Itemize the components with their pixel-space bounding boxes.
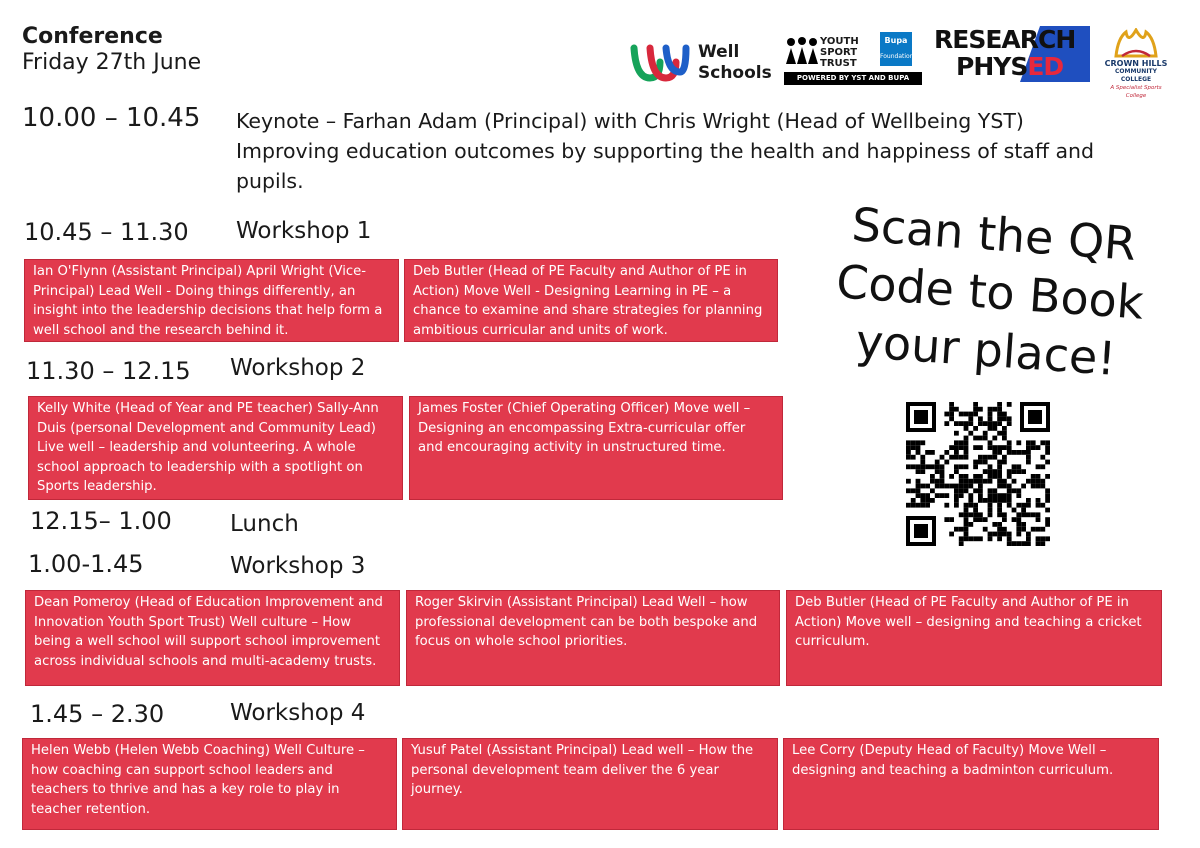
keynote-line-1: Keynote – Farhan Adam (Principal) with Chris Wright (Head of Wellbeing YST) xyxy=(236,109,1024,133)
crown-hills-wordmark xyxy=(1100,60,1172,100)
session-time: 1.00-1.45 xyxy=(28,550,144,578)
qr-line-1: Scan the QR xyxy=(850,197,1138,272)
crown-hills-line-1: CROWN HILLS xyxy=(1104,59,1168,68)
session-time: 10.45 – 11.30 xyxy=(24,218,189,246)
workshop-card: Helen Webb (Helen Webb Coaching) Well Culture – how coaching can support school leaders and teachers to thrive and has a key role to play in teacher retention. xyxy=(22,738,397,830)
physed-part-1: PHYS xyxy=(956,52,1028,81)
keynote-text xyxy=(236,106,1166,196)
page-date: Friday 27th June xyxy=(22,50,202,75)
keynote-time: 10.00 – 10.45 xyxy=(22,103,201,133)
session-label: Workshop 4 xyxy=(230,700,366,726)
bupa-line-1: Bupa xyxy=(884,36,908,45)
workshop-card: Ian O'Flynn (Assistant Principal) April Wright (Vice-Principal) Lead Well - Doing things differently, an insight into the leadership decisions that help form a well school and the research behind it. xyxy=(24,259,399,342)
session-time: 12.15– 1.00 xyxy=(30,507,172,535)
workshop-card: James Foster (Chief Operating Officer) Move well – Designing an encompassing Extra-curricular offer and encouraging activity in unstructured time. xyxy=(409,396,783,500)
session-label: Workshop 3 xyxy=(230,553,366,579)
well-schools-logo xyxy=(630,42,690,84)
physed-part-2: ED xyxy=(1027,52,1064,81)
bupa-line-2: Foundation xyxy=(880,53,914,60)
page-title: Conference xyxy=(22,24,163,49)
yst-wordmark xyxy=(820,36,859,69)
session-label: Workshop 2 xyxy=(230,355,366,381)
session-label: Lunch xyxy=(230,511,299,537)
yst-line-1: YOUTH xyxy=(820,36,859,47)
bupa-logo xyxy=(880,32,912,66)
workshop-card: Kelly White (Head of Year and PE teacher) Sally-Ann Duis (personal Development and Community Lead) Live well – leadership and volunteering. A whole school approach to leadership with a spotlight on Sports leadership. xyxy=(28,396,403,500)
yst-powered-by: POWERED BY YST AND BUPA FOUNDATION xyxy=(784,72,922,85)
yst-line-3: TRUST xyxy=(820,58,857,69)
physed-word xyxy=(956,53,1063,81)
crown-hills-line-3: A Specialist Sports College xyxy=(1110,85,1162,99)
yst-line-2: SPORT xyxy=(820,47,858,58)
crown-hills-line-2: COMMUNITY COLLEGE xyxy=(1114,68,1157,83)
workshop-card: Yusuf Patel (Assistant Principal) Lead well – How the personal development team deliver the 6 year journey. xyxy=(402,738,778,830)
research-physed-logo xyxy=(930,26,1090,82)
research-word: RESEARCH xyxy=(934,25,1076,54)
yst-figures-icon xyxy=(784,36,820,68)
booking-qr-code[interactable] xyxy=(900,396,1056,552)
well-schools-line-1: Well xyxy=(698,42,740,62)
session-time: 11.30 – 12.15 xyxy=(26,357,191,385)
keynote-line-2: Improving education outcomes by supporting the health and happiness of staff and pupils. xyxy=(236,139,1095,193)
workshop-card: Deb Butler (Head of PE Faculty and Author of PE in Action) Move well – designing and teaching a cricket curriculum. xyxy=(786,590,1162,686)
workshop-card: Deb Butler (Head of PE Faculty and Author of PE in Action) Move Well - Designing Learning in PE – a chance to examine and share strategies for planning ambitious curricular and units of work. xyxy=(404,259,778,342)
workshop-card: Dean Pomeroy (Head of Education Improvement and Innovation Youth Sport Trust) Well culture – How being a well school will support school improvement across individual schools and multi-academy trusts. xyxy=(25,590,400,686)
crown-icon xyxy=(1112,28,1160,60)
session-label: Workshop 1 xyxy=(236,218,372,244)
qr-line-3: your place! xyxy=(854,313,1118,386)
workshop-card: Lee Corry (Deputy Head of Faculty) Move Well – designing and teaching a badminton curriculum. xyxy=(783,738,1159,830)
session-time: 1.45 – 2.30 xyxy=(30,700,165,728)
qr-line-2: Code to Book xyxy=(834,254,1146,330)
well-schools-wordmark xyxy=(698,42,772,84)
well-schools-line-2: Schools xyxy=(698,63,772,83)
qr-call-to-action xyxy=(824,194,1155,390)
workshop-card: Roger Skirvin (Assistant Principal) Lead Well – how professional development can be both bespoke and focus on whole school priorities. xyxy=(406,590,780,686)
